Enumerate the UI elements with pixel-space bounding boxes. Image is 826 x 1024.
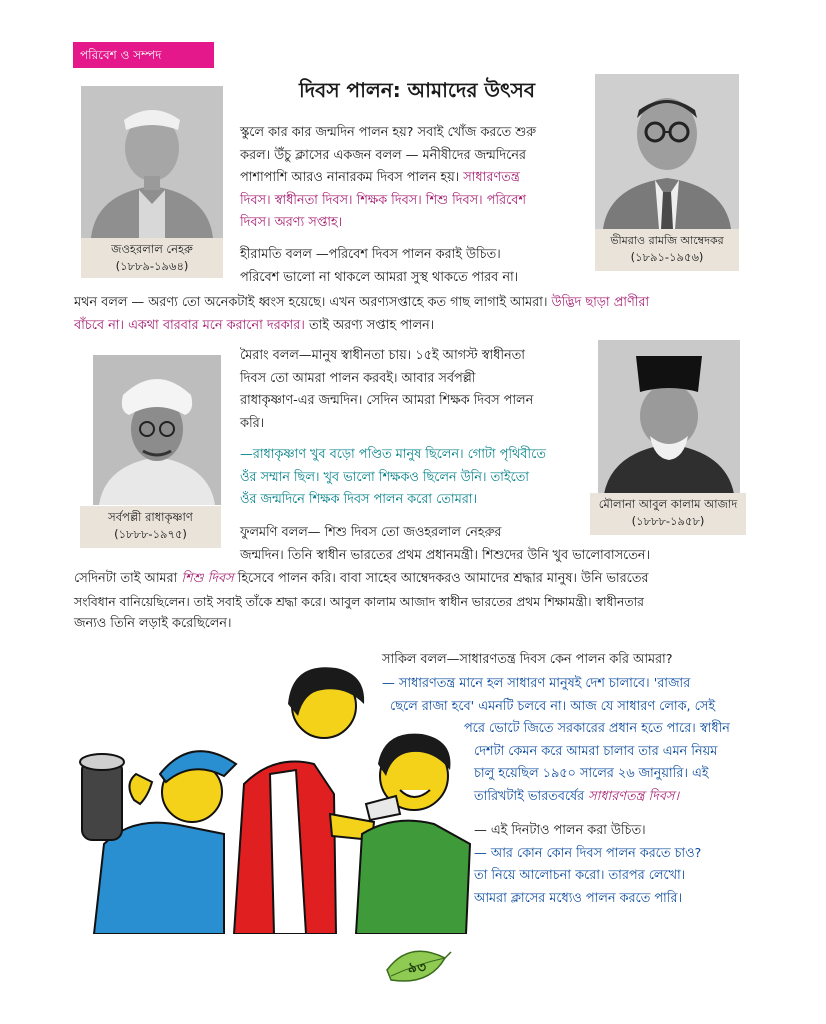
portrait-nehru xyxy=(81,86,223,238)
radhakrishnan-photo xyxy=(93,355,221,505)
teacher-line-2: ওঁর সম্মান ছিল। খুব ভালো শিক্ষকও ছিলেন উনি। তাইতো xyxy=(240,469,529,485)
section-tag: পরিবেশ ও সম্পদ xyxy=(73,42,214,68)
republic-line-6: তারিখটাই ভারতবর্ষের সাধারণতন্ত্র দিবস। xyxy=(474,788,680,804)
intro-line-2: করল। উঁচু ক্লাসের একজন বলল — মনীষীদের জন্মদিনের xyxy=(240,147,526,163)
highlight-plants: উদ্ভিদ ছাড়া প্রাণীরা xyxy=(551,295,650,310)
paragraph-mathan xyxy=(74,292,649,337)
caption-nehru-name: জওহরলাল নেহরু xyxy=(111,242,193,256)
intro-line-4: দিবস। স্বাধীনতা দিবস। শিক্ষক দিবস। শিশু দিবস। পরিবেশ xyxy=(240,192,526,208)
page-number-leaf xyxy=(383,946,453,988)
caption-nehru-years: (১৮৮৯-১৯৬৪) xyxy=(115,259,189,273)
sakil-line-1: সাকিল বলল—সাধারণতন্ত্র দিবস কেন পালন করি আমরা? xyxy=(382,652,673,667)
nehru-photo xyxy=(81,86,223,238)
page-title: দিবস পালন: আমাদের উৎসব xyxy=(298,78,536,102)
caption-radhakrishnan-years: (১৮৮৮-১৯৭৫) xyxy=(114,527,187,541)
phulmoni-line-4: সংবিধান বানিয়েছিলেন। তাই সবাই তাঁকে শ্রদ্ধা করে। আবুল কালাম আজাদ স্বাধীন ভারতের প্রথম শিক্ষামন্ত্রী। স্বাধীনতার xyxy=(74,594,644,609)
moirang-line-1: মৈরাং বলল—মানুষ স্বাধীনতা চায়। ১৫ই আগস্ট স্বাধীনতা xyxy=(240,348,525,363)
paragraph-teacher-note xyxy=(240,444,546,512)
paragraph-republic-explain xyxy=(382,673,730,809)
republic-line-5: চালু হয়েছিল ১৯৫০ সালের ২৬ জানুয়ারি। এই xyxy=(474,766,709,782)
mathan-line-2: বাঁচবে না। একথা বারবার মনে করানো দরকার। তাই অরণ্য সপ্তাহ পালন। xyxy=(74,317,435,333)
phulmoni-line-3: সেদিনটা তাই আমরা শিশু দিবস হিসেবে পালন করি। বাবা সাহেব আম্বেদকরও আমাদের শ্রদ্ধার মানুষ। উনি ভারতের xyxy=(74,571,649,586)
hiramati-line-2: পরিবেশ ভালো না থাকলে আমরা সুস্থ থাকতে পারব না। xyxy=(240,269,519,285)
highlight-republic-day: সাধারণতন্ত্র দিবস। xyxy=(588,788,680,804)
azad-photo xyxy=(598,340,740,494)
closing-line-4: আমরা ক্লাসের মধ্যেও পালন করতে পারি। xyxy=(474,890,683,906)
caption-radhakrishnan xyxy=(80,506,221,548)
teacher-line-3: ওঁর জন্মদিনে শিক্ষক দিবস পালন করো তোমরা। xyxy=(240,492,478,508)
intro-line-3: পাশাপাশি আরও নানারকম দিবস পালন হয়। সাধারণতন্ত্র xyxy=(240,170,520,186)
caption-ambedkar-name: ভীমরাও রামজি আম্বেদকর xyxy=(610,234,724,247)
republic-line-1: — সাধারণতন্ত্র মানে হল সাধারণ মানুষই দেশ চালাবে। 'রাজার xyxy=(382,676,691,691)
paragraph-hiramati xyxy=(240,244,518,289)
moirang-line-3: রাধাকৃষ্ণাণ-এর জন্মদিন। সেদিন আমরা শিক্ষক দিবস পালন xyxy=(240,393,534,409)
republic-line-4: দেশটা কেমন করে আমরা চালাব তার এমন নিয়ম xyxy=(474,743,718,759)
portrait-ambedkar xyxy=(595,74,739,229)
caption-nehru xyxy=(81,238,223,278)
page-number: ৯৩ xyxy=(407,960,427,976)
phulmoni-line-1: ফুলমণি বলল— শিশু দিবস তো জওহরলাল নেহরুর xyxy=(240,525,502,540)
teacher-line-1: —রাধাকৃষ্ণাণ খুব বড়ো পণ্ডিত মানুষ ছিলেন। গোটা পৃথিবীতে xyxy=(240,447,546,462)
caption-radhakrishnan-name: সর্বপল্লী রাধাকৃষ্ণাণ xyxy=(108,510,193,524)
caption-ambedkar xyxy=(595,229,739,271)
paragraph-closing xyxy=(474,820,701,910)
paragraph-moirang xyxy=(240,345,533,435)
republic-line-3: পরে ভোটে জিতে সরকারের প্রধান হতে পারে। স্বাধীন xyxy=(464,721,730,737)
paragraph-intro xyxy=(240,122,536,235)
ambedkar-photo xyxy=(595,74,739,229)
highlight-children-day: শিশু দিবস xyxy=(181,571,234,586)
closing-line-1: — এই দিনটাও পালন করা উচিত। xyxy=(474,823,646,838)
highlight-reminder: বাঁচবে না। একথা বারবার মনে করানো দরকার। xyxy=(74,317,305,333)
highlight-republic: সাধারণতন্ত্র xyxy=(463,170,520,186)
portrait-azad xyxy=(598,340,740,494)
mathan-line-1: মথন বলল — অরণ্য তো অনেকটাই ধ্বংস হয়েছে। এখন অরণ্যসপ্তাহে কত গাছ লাগাই আমরা। উদ্ভিদ ছাড়া প্রাণীরা xyxy=(74,295,650,310)
intro-line-1: স্কুলে কার কার জন্মদিন পালন হয়? সবাই খোঁজ করতে শুরু xyxy=(240,125,536,140)
paragraph-sakil xyxy=(382,649,673,672)
paragraph-phulmoni-cont xyxy=(74,568,648,636)
hiramati-line-1: হীরামতি বলল —পরিবেশ দিবস পালন করাই উচিত। xyxy=(240,247,501,262)
closing-line-2: — আর কোন কোন দিবস পালন করতে চাও? xyxy=(474,845,702,861)
intro-line-5: দিবস। অরণ্য সপ্তাহ। xyxy=(240,215,343,231)
caption-azad-name: মৌলানা আবুল কালাম আজাদ xyxy=(598,497,738,511)
closing-line-3: তা নিয়ে আলোচনা করো। তারপর লেখো। xyxy=(474,868,686,884)
moirang-line-4: করি। xyxy=(240,415,265,431)
phulmoni-line-5: জন্যও তিনি লড়াই করেছিলেন। xyxy=(74,616,232,632)
phulmoni-line-2: জন্মদিন। তিনি স্বাধীন ভারতের প্রথম প্রধানমন্ত্রী। শিশুদের উনি খুব ভালোবাসতেন। xyxy=(240,547,651,563)
moirang-line-2: দিবস তো আমরা পালন করবই। আবার সর্বপল্লী xyxy=(240,370,476,386)
caption-azad-years: (১৮৮৮-১৯৫৮) xyxy=(631,514,705,528)
republic-line-2: ছেলে রাজা হবে' এমনটি চলবে না। আজ যে সাধারণ লোক, সেই xyxy=(390,698,715,714)
portrait-radhakrishnan xyxy=(93,355,221,505)
paragraph-phulmoni xyxy=(240,522,650,567)
caption-ambedkar-years: (১৮৯১-১৯৫৬) xyxy=(630,250,704,264)
